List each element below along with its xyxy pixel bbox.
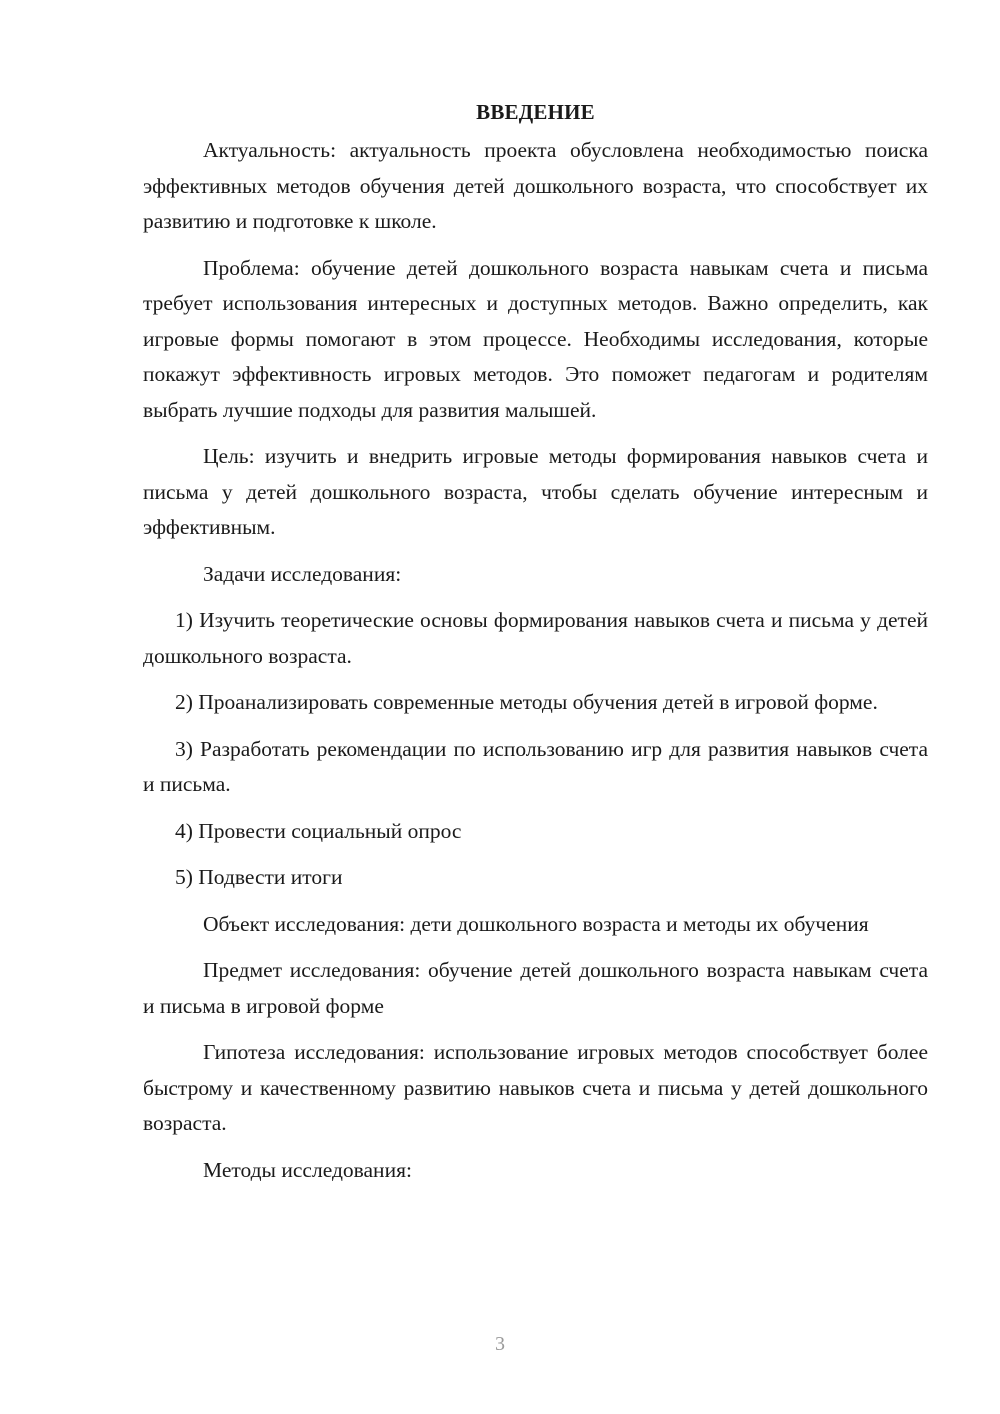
hypothesis-paragraph: Гипотеза исследования: использование игровых методов способствует более быстрому и качественному развитию навыков счета и письма у детей дошкольного возраста. — [143, 1040, 928, 1135]
object-paragraph: Объект исследования: дети дошкольного возраста и методы их обучения — [203, 911, 869, 936]
task-item: 1) Изучить теоретические основы формирования навыков счета и письма у детей дошкольного возраста. — [143, 608, 928, 668]
subject-paragraph: Предмет исследования: обучение детей дошкольного возраста навыкам счета и письма в игровой форме — [143, 958, 928, 1018]
task-item: 2) Проанализировать современные методы обучения детей в игровой форме. — [175, 690, 878, 714]
page-number: 3 — [495, 1333, 505, 1355]
goal-paragraph: Цель: изучить и внедрить игровые методы формирования навыков счета и письма у детей дошкольного возраста, чтобы сделать обучение интересным и эффективным. — [143, 444, 928, 539]
task-item: 5) Подвести итоги — [175, 865, 343, 889]
relevance-paragraph: Актуальность: актуальность проекта обусловлена необходимостью поиска эффективных методов обучения детей дошкольного возраста, что способствует их развитию и подготовке к школе. — [143, 138, 928, 233]
task-item: 4) Провести социальный опрос — [175, 818, 462, 843]
methods-heading: Методы исследования: — [203, 1157, 412, 1182]
problem-paragraph: Проблема: обучение детей дошкольного возраста навыкам счета и письма требует использования интересных и доступных методов. Важно определить, как игровые формы помогают в этом процессе. Необходимы исследования, которые покажут эффективность игровых методов. Это поможет педагогам и родителям выбрать лучшие подходы для развития малышей. — [143, 255, 928, 422]
page-content — [143, 97, 928, 1199]
task-item: 3) Разработать рекомендации по использованию игр для развития навыков счета и письма. — [143, 736, 928, 796]
tasks-heading: Задачи исследования: — [203, 561, 402, 586]
section-title: ВВЕДЕНИЕ — [476, 100, 595, 124]
